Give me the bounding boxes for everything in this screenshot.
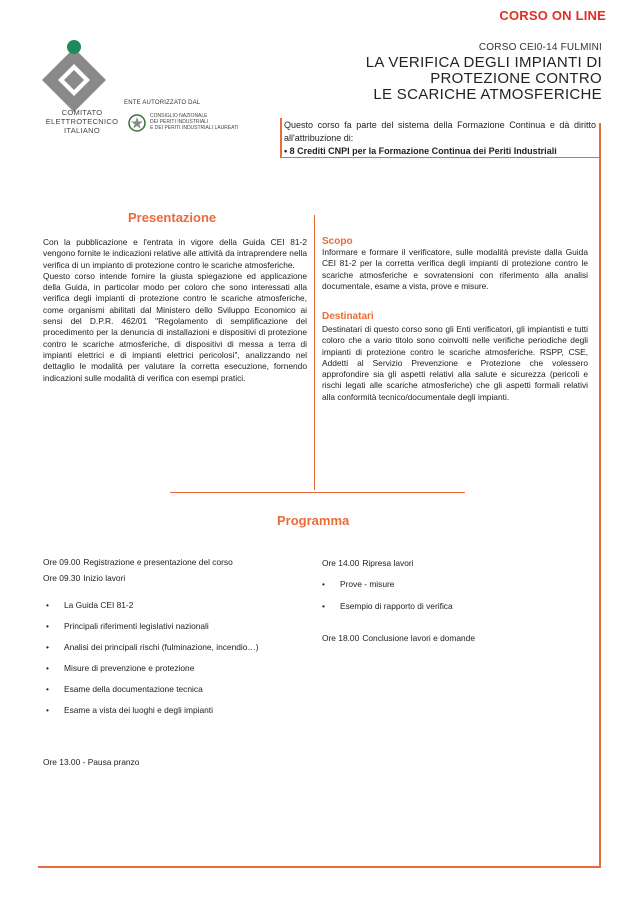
ente-title: ENTE AUTORIZZATO DAL: [124, 100, 201, 106]
list-item: • Esame a vista dei luoghi e degli impianti: [46, 705, 266, 716]
presentazione-heading: Presentazione: [128, 210, 217, 225]
scopo-heading: Scopo: [322, 236, 353, 247]
title-line: LA VERIFICA DEGLI IMPIANTI DI: [365, 54, 602, 71]
schedule-text: Conclusione lavori e domande: [362, 633, 475, 643]
list-item: • Esempio di rapporto di verifica: [322, 601, 572, 612]
list-item: • Prove - misure: [322, 579, 572, 590]
schedule-item: [43, 557, 233, 567]
schedule-time: Ore 09.30: [43, 573, 81, 583]
ente-name: CONSIGLIO NAZIONALE DEI PERITI INDUSTRIALI E DEI PERITI INDUSTRIALI LAUREATI: [150, 113, 239, 131]
credits-line: • 8 Crediti CNPI per la Formazione Continua dei Periti Industriali: [284, 146, 557, 156]
training-info-box: [284, 119, 596, 158]
schedule-item: [43, 573, 125, 583]
presentazione-text: [43, 237, 307, 384]
schedule-time: Ore 09.00: [43, 557, 81, 567]
section-divider: [170, 492, 465, 493]
schedule-text: Ripresa lavori: [362, 558, 414, 568]
info-text: Questo corso fa parte del sistema della Formazione Continua e dà diritto all'attribuzione di:: [284, 120, 596, 143]
presentazione-p1: Con la pubblicazione e l'entrata in vigore della Guida CEI 81-2 vengono fornite le indicazioni relative alle attività da intraprendere nella verifica di un impianto di protezione contro le scariche atmosferiche.: [43, 237, 307, 270]
list-item: • Analisi dei principali rischi (fulminazione, incendio…): [46, 642, 266, 653]
programma-heading: Programma: [277, 513, 350, 528]
title-line: PROTEZIONE CONTRO: [430, 70, 602, 87]
schedule-time: Ore 14.00: [322, 558, 360, 568]
morning-topics-list: [46, 600, 266, 726]
schedule-text: Inizio lavori: [83, 573, 126, 583]
scopo-text: Informare e formare il verificatore, sulle modalità previste dalla Guida CEI 81-2 per la corretta verifica degli impianti di protezione contro le scariche atmosferiche e sovratensioni con riferimento alla analisi documentale, esame a vista, prove e misure.: [322, 247, 588, 291]
frame-bottom-line: [38, 866, 601, 868]
course-type-tag: CORSO ON LINE: [499, 8, 606, 23]
schedule-time: Ore 18.00: [322, 633, 360, 643]
list-item: • La Guida CEI 81-2: [46, 600, 266, 611]
cei-logo-icon: [36, 38, 112, 118]
italian-emblem-icon: [128, 112, 146, 134]
course-title: [302, 55, 602, 103]
list-item: • Esame della documentazione tecnica: [46, 684, 266, 695]
list-item: • Misure di prevenzione e protezione: [46, 663, 266, 674]
title-line: LE SCARICHE ATMOSFERICHE: [373, 86, 602, 103]
column-divider: [314, 215, 315, 490]
info-box-left-border: [280, 118, 282, 158]
lunch-break: Ore 13.00 - Pausa pranzo: [43, 757, 140, 767]
presentazione-p2: Questo corso intende fornire la giusta spiegazione ed applicazione della Guida, in particolar modo per coloro che sono interessati alla verifica degli impianti di protezione contro le scariche atmosferiche, come organismi abilitati dal Ministero dello Sviluppo Economico ai sensi del D.P.R. 462/01 "Regolamento di semplificazione del procedimento per la denuncia di installazioni e dispositivi di protezione contro le scariche atmosferiche, di dispositivi di messa a terra di impianti elettrici e di impianti elettrici pericolosi", analizzando nel dettaglio le modalità per valutare la corretta esecuzione, fornendo indicazioni sulle modalità di verifica con esempi pratici.: [43, 270, 307, 383]
frame-right-line: [599, 123, 601, 868]
destinatari-text: Destinatari di questo corso sono gli Enti verificatori, gli impiantisti e tutti coloro che a vario titolo sono coinvolti nelle verifiche periodiche degli impianti di protezione contro le scariche atmosferiche. RSPP, CSE, Addetti al Servizio Prevenzione e Protezione che volessero approfondire sia gli aspetti relativi alla salute e sicurezza (pericoli e rischi legati alle scariche atmosferiche) che gli aspetti formali relativi alla conformità tecnico/documentale degli impianti.: [322, 324, 588, 402]
schedule-item: [322, 558, 414, 568]
destinatari-heading: Destinatari: [322, 311, 374, 322]
list-item: • Principali riferimenti legislativi nazionali: [46, 621, 266, 632]
schedule-text: Registrazione e presentazione del corso: [83, 557, 233, 567]
cei-name: COMITATO ELETTROTECNICO ITALIANO: [45, 108, 119, 135]
schedule-item: [322, 633, 475, 643]
afternoon-topics-list: [322, 579, 572, 623]
course-code: CORSO CEI0-14 FULMINI: [478, 42, 602, 53]
